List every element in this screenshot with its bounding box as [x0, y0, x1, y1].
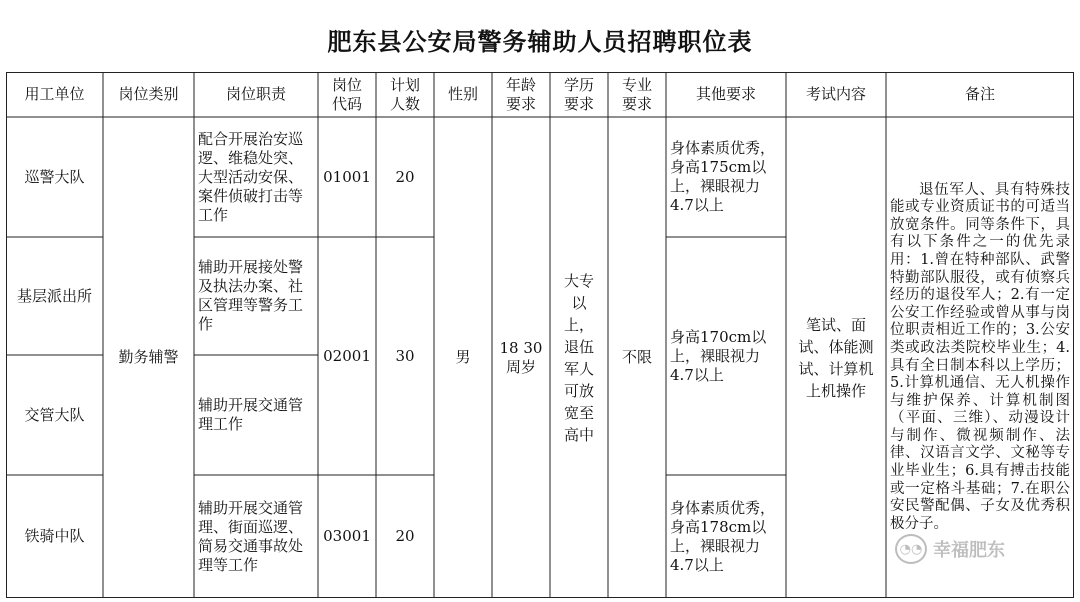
duty-cell: 辅助开展接处警及执法办案、社区管理等警务工作 [198, 258, 304, 333]
header-code-line2: 代码 [331, 94, 362, 113]
page-title: 肥东县公安局警务辅助人员招聘职位表 [327, 26, 753, 56]
header-code-line1: 岗位 [331, 75, 362, 94]
category-cell: 勤务辅警 [118, 348, 179, 366]
code-cell: 02001 [323, 346, 371, 365]
unit-cell: 交管大队 [24, 405, 85, 424]
count-cell: 20 [395, 167, 415, 186]
exam-cell: 笔试、面试、体能测试、计算机上机操作 [798, 315, 874, 400]
header-remark: 备注 [964, 85, 995, 103]
education-cell: 大专以上，退伍军人可放宽至高中 [563, 271, 594, 444]
gender-cell: 男 [455, 348, 471, 366]
header-major-line1: 专业 [621, 75, 652, 94]
watermark-text: 幸福肥东 [933, 540, 1005, 561]
header-age-line1: 年龄 [505, 75, 536, 94]
header-major [608, 72, 666, 117]
unit-cell: 基层派出所 [16, 286, 92, 305]
header-category: 岗位类别 [118, 85, 179, 103]
age-cell: 18 30周岁 [499, 338, 543, 376]
other-requirement-cell: 身高170cm以上，裸眼视力4.7以上 [670, 327, 767, 384]
header-age [492, 72, 550, 117]
duty-cell: 辅助开展交通管理工作 [198, 396, 304, 433]
code-cell: 01001 [323, 167, 371, 186]
header-count-line2: 人数 [389, 94, 420, 113]
header-education [550, 72, 608, 117]
recruitment-table [6, 72, 1074, 598]
code-cell: 03001 [323, 527, 371, 545]
header-gender: 性别 [447, 85, 478, 103]
other-requirement-cell: 身体素质优秀，身高178cm以上，裸眼视力4.7以上 [670, 498, 776, 574]
header-age-line2: 要求 [505, 94, 536, 113]
major-cell: 不限 [621, 348, 652, 366]
header-edu-line2: 要求 [563, 94, 594, 113]
watermark [895, 533, 1065, 565]
header-count [376, 72, 434, 117]
other-requirement-cell: 身体素质优秀，身高175cm以上，裸眼视力4.7以上 [670, 139, 776, 214]
count-cell: 30 [395, 346, 415, 365]
remark-cell: 退伍军人、具有特殊技能或专业资质证书的可适当放宽条件。同等条件下，具有以下条件之一的优先录用：1.曾在特种部队、武警特勤部队服役，或有侦察兵经历的退役军人；2.有一定公安工作经验或曾从事与岗位职责相近工作的；3.公安类或政法类院校毕业生；4.具有全日制本科以上学历；5.计算机通信、无人机操作与维护保养、计算机制图（平面、三维）、动漫设计与制作、微视频制作、法律、汉语言文学、文秘等专业毕业生；6.具有搏击技能或一定格斗基础；7.在职公安民警配偶、子女及优秀积极分子。 [890, 181, 1070, 532]
header-unit: 用工单位 [24, 85, 85, 103]
header-code [318, 72, 376, 117]
header-major-line2: 要求 [621, 94, 652, 113]
duty-cell: 配合开展治安巡逻、维稳处突、大型活动安保、案件侦破打击等工作 [198, 129, 304, 224]
duty-cell: 辅助开展交通管理、街面巡逻、简易交通事故处理等工作 [198, 498, 304, 574]
header-duty: 岗位职责 [225, 85, 286, 103]
header-other: 其他要求 [695, 85, 756, 103]
header-count-line1: 计划 [389, 75, 420, 94]
unit-cell: 铁骑中队 [24, 527, 85, 545]
count-cell: 20 [395, 527, 415, 545]
unit-cell: 巡警大队 [24, 167, 85, 186]
header-exam: 考试内容 [805, 85, 866, 103]
wechat-icon: ◔◔ [895, 534, 927, 564]
header-edu-line1: 学历 [563, 75, 594, 94]
